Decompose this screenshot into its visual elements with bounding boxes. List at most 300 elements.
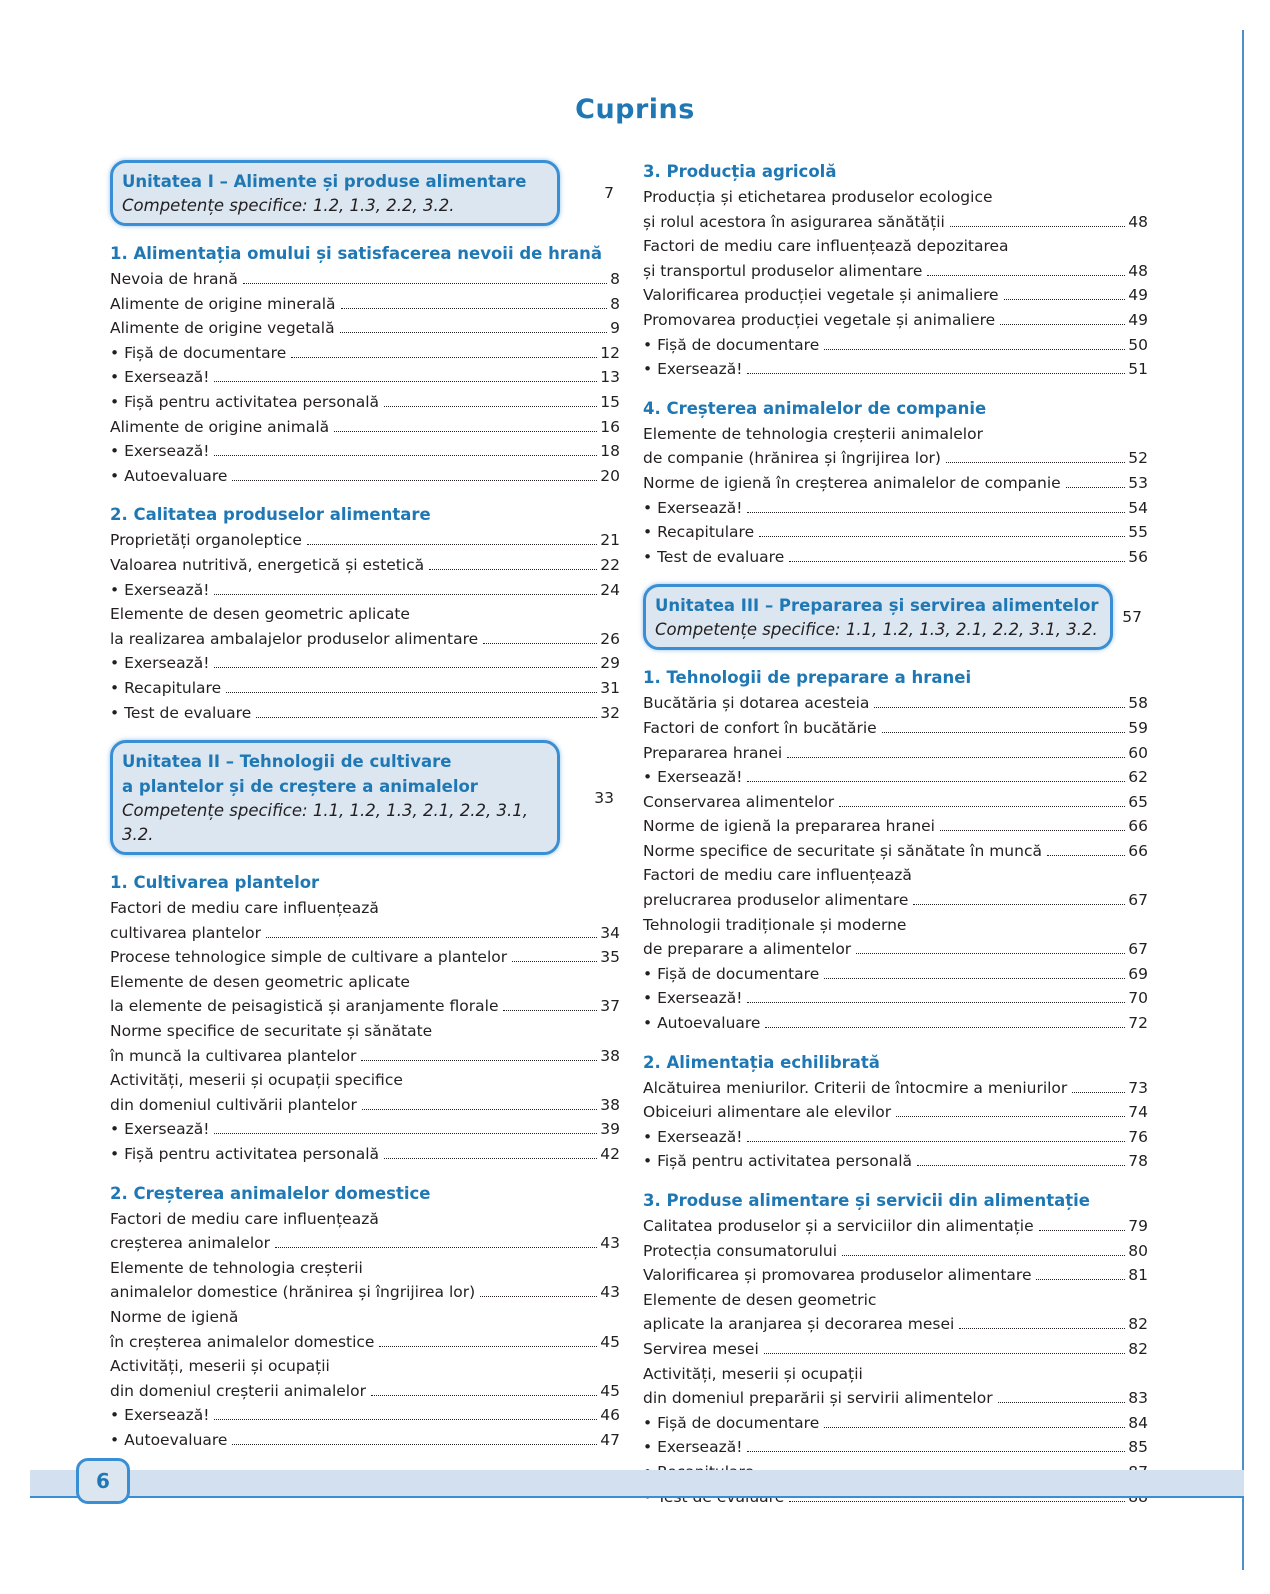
- toc-entry-label: aplicate la aranjarea și decorarea mesei: [643, 1315, 955, 1334]
- dot-leader: [959, 1328, 1125, 1329]
- toc-entry-page: 24: [600, 580, 620, 599]
- toc-entry-page: 50: [1128, 335, 1148, 354]
- toc-entry[interactable]: [643, 259, 1148, 284]
- section-title[interactable]: 2. Alimentația echilibrată: [643, 1052, 880, 1072]
- toc-entry-page: 38: [600, 1095, 620, 1114]
- toc-entry-page: 15: [600, 392, 620, 411]
- toc-entry[interactable]: [643, 839, 1148, 864]
- section-cultivarea-plantelor: [110, 871, 620, 1167]
- toc-entry-label: • Recapitulare: [643, 523, 755, 542]
- toc-entry-page: 74: [1128, 1103, 1148, 1122]
- dot-leader: [340, 332, 608, 333]
- toc-entry[interactable]: [110, 994, 620, 1019]
- toc-entry[interactable]: [110, 1379, 620, 1404]
- dot-leader: [214, 594, 597, 595]
- toc-entry-label: • Exersează!: [110, 654, 210, 673]
- dot-leader: [747, 373, 1125, 374]
- toc-entry-label: Norme specifice de securitate și sănătate în muncă: [643, 841, 1042, 860]
- toc-entry-label: • Fișă pentru activitatea personală: [110, 1145, 379, 1164]
- toc-entry[interactable]: [110, 1231, 620, 1256]
- toc-entry[interactable]: [110, 365, 620, 390]
- toc-entry[interactable]: [110, 553, 620, 578]
- dot-leader: [747, 781, 1125, 782]
- dot-leader: [266, 937, 597, 938]
- toc-entry-label: Elemente de desen geometric: [643, 1290, 877, 1309]
- toc-entry[interactable]: [643, 741, 1148, 766]
- toc-entry[interactable]: [643, 1149, 1148, 1174]
- dot-leader: [747, 512, 1125, 513]
- toc-entry-page: 16: [600, 417, 620, 436]
- toc-entry-label: Elemente de desen geometric aplicate: [110, 605, 410, 624]
- toc-entry[interactable]: [643, 1312, 1148, 1337]
- toc-entry-label: Alcătuirea meniurilor. Criterii de întocmire a meniurilor: [643, 1078, 1068, 1097]
- toc-entry[interactable]: [643, 1337, 1148, 1362]
- toc-entry-page: 69: [1128, 964, 1148, 983]
- toc-entry-page: 85: [1128, 1438, 1148, 1457]
- toc-entry-page: 43: [600, 1283, 620, 1302]
- toc-entry[interactable]: [643, 1263, 1148, 1288]
- dot-leader: [214, 1133, 597, 1134]
- toc-entry-page: 21: [600, 531, 620, 550]
- unit-2-title-line-1: Unitatea II – Tehnologii de cultivare: [122, 752, 452, 772]
- dot-leader: [747, 1141, 1125, 1142]
- toc-entry[interactable]: [110, 701, 620, 726]
- toc-entry-page: 13: [600, 368, 620, 387]
- toc-entry-page: 43: [600, 1234, 620, 1253]
- toc-entry[interactable]: [110, 1044, 620, 1069]
- toc-entry-page: 46: [600, 1406, 620, 1425]
- toc-entry-label: Factori de mediu care influențează: [643, 866, 912, 885]
- toc-entry-page: 60: [1128, 743, 1148, 762]
- toc-entry[interactable]: [643, 716, 1148, 741]
- dot-leader: [291, 357, 597, 358]
- toc-entry-label: prelucrarea produselor alimentare: [643, 891, 909, 910]
- toc-entry-label: Factori de mediu care influențează: [110, 899, 379, 918]
- section-produse-servicii-alimentatie: [643, 1189, 1148, 1509]
- toc-entry-page: 29: [600, 654, 620, 673]
- toc-entry-label: Tehnologii tradiționale și moderne: [643, 915, 907, 934]
- toc-entry-page: 8: [610, 294, 620, 313]
- toc-entry[interactable]: [110, 316, 620, 341]
- toc-entry-page: 58: [1128, 694, 1148, 713]
- toc-entry[interactable]: [110, 1354, 620, 1379]
- unit-2-box: [110, 740, 560, 855]
- toc-entry-label: din domeniul preparării și servirii alimentelor: [643, 1389, 993, 1408]
- toc-entry-label: • Exersează!: [643, 989, 743, 1008]
- toc-entry[interactable]: [643, 1076, 1148, 1101]
- section-cresterea-animalelor-domestice: [110, 1182, 620, 1453]
- dot-leader: [371, 1395, 597, 1396]
- toc-entry-label: • Fișă de documentare: [110, 343, 287, 362]
- unit-2-page: 33: [594, 788, 614, 807]
- toc-entry[interactable]: [643, 185, 1148, 210]
- dot-leader: [913, 904, 1125, 905]
- dot-leader: [789, 1501, 1125, 1502]
- toc-entry-page: 73: [1128, 1078, 1148, 1097]
- toc-entry-label: Protecția consumatorului: [643, 1241, 838, 1260]
- toc-entry-page: 67: [1128, 891, 1148, 910]
- toc-entry-page: 80: [1128, 1241, 1148, 1260]
- toc-entry-label: • Exersează!: [110, 580, 210, 599]
- toc-entry[interactable]: [643, 1011, 1148, 1036]
- toc-entry-label: Valorificarea și promovarea produselor alimentare: [643, 1266, 1032, 1285]
- toc-entry-page: 59: [1128, 718, 1148, 737]
- dot-leader: [1072, 1092, 1125, 1093]
- toc-entry-page: 62: [1128, 768, 1148, 787]
- toc-entry-page: 18: [600, 442, 620, 461]
- unit-3-page: 57: [1122, 608, 1142, 627]
- toc-entry[interactable]: [643, 863, 1148, 888]
- dot-leader: [824, 1427, 1125, 1428]
- toc-entry[interactable]: [110, 528, 620, 553]
- unit-1-competences: Competențe specifice: 1.2, 1.3, 2.2, 3.2.: [122, 196, 455, 215]
- dot-leader: [946, 462, 1125, 463]
- toc-entry-label: Producția și etichetarea produselor ecologice: [643, 188, 993, 206]
- dot-leader: [429, 569, 597, 570]
- toc-entry-page: 48: [1128, 261, 1148, 280]
- toc-entry[interactable]: [110, 896, 620, 921]
- toc-entry-label: Valoarea nutritivă, energetică și estetică: [110, 555, 425, 574]
- toc-entry[interactable]: [643, 765, 1148, 790]
- toc-entry-label: • Fișă de documentare: [643, 964, 820, 983]
- toc-entry-page: 54: [1128, 498, 1148, 517]
- toc-entry[interactable]: [110, 1019, 620, 1044]
- dot-leader: [882, 732, 1126, 733]
- dot-leader: [483, 643, 597, 644]
- toc-entry[interactable]: [643, 1125, 1148, 1150]
- toc-entry[interactable]: [643, 471, 1148, 496]
- toc-entry-label: și rolul acestora în asigurarea sănătății: [643, 212, 945, 231]
- toc-entry-label: Norme de igienă la prepararea hranei: [643, 817, 935, 836]
- toc-entry[interactable]: [110, 1280, 620, 1305]
- toc-entry-page: 32: [600, 703, 620, 722]
- toc-entry-page: 39: [600, 1120, 620, 1139]
- toc-entry[interactable]: [643, 308, 1148, 333]
- dot-leader: [824, 349, 1125, 350]
- toc-entry[interactable]: [643, 446, 1148, 471]
- toc-entry-label: • Exersează!: [110, 442, 210, 461]
- toc-entry-label: în creșterea animalelor domestice: [110, 1332, 375, 1351]
- toc-entry-page: 37: [600, 997, 620, 1016]
- dot-leader: [243, 283, 607, 284]
- unit-2-competences: Competențe specifice: 1.1, 1.2, 1.3, 2.1, 2.2, 3.1, 3.2.: [122, 801, 528, 845]
- toc-entry-label: Alimente de origine animală: [110, 417, 330, 436]
- toc-entry[interactable]: [110, 921, 620, 946]
- dot-leader: [940, 830, 1125, 831]
- toc-entry-page: 49: [1128, 310, 1148, 329]
- toc-entry[interactable]: [110, 1117, 620, 1142]
- section-tehnologii-preparare: [643, 666, 1148, 1035]
- toc-entry[interactable]: [643, 1362, 1148, 1387]
- dot-leader: [842, 1255, 1125, 1256]
- toc-entry-label: animalelor domestice (hrănirea și îngrijirea lor): [110, 1283, 476, 1302]
- unit-3-competences: Competențe specifice: 1.1, 1.2, 1.3, 2.1, 2.2, 3.1, 3.2.: [655, 620, 1098, 640]
- section-alimentatia-echilibrata: [643, 1051, 1148, 1174]
- toc-entry[interactable]: [643, 1288, 1148, 1313]
- toc-entry[interactable]: [643, 1386, 1148, 1411]
- toc-entry-label: • Autoevaluare: [643, 1014, 761, 1033]
- toc-entry[interactable]: [110, 945, 620, 970]
- toc-entry-page: 51: [1128, 360, 1148, 379]
- toc-entry[interactable]: [643, 1100, 1148, 1125]
- toc-entry[interactable]: [110, 1403, 620, 1428]
- toc-entry-label: • Autoevaluare: [110, 1430, 228, 1449]
- toc-entry[interactable]: [643, 962, 1148, 987]
- toc-entry-page: 22: [600, 555, 620, 574]
- toc-entry-page: 8: [610, 270, 620, 288]
- toc-entry-label: Elemente de desen geometric aplicate: [110, 972, 410, 991]
- dot-leader: [896, 1116, 1125, 1117]
- dot-leader: [874, 707, 1125, 708]
- section-productia-agricola: [643, 160, 1148, 382]
- toc-entry-label: • Exersează!: [643, 1127, 743, 1146]
- section-cresterea-animalelor-companie: [643, 397, 1148, 570]
- toc-entry[interactable]: [110, 676, 620, 701]
- toc-entry-page: 42: [600, 1145, 620, 1164]
- dot-leader: [764, 1353, 1125, 1354]
- toc-entry-label: Calitatea produselor și a serviciilor din alimentație: [643, 1217, 1034, 1235]
- toc-entry[interactable]: [643, 333, 1148, 358]
- dot-leader: [307, 544, 597, 545]
- section-title[interactable]: 1. Cultivarea plantelor: [110, 873, 320, 893]
- unit-1-title: Unitatea I – Alimente și produse alimentare: [122, 172, 527, 191]
- toc-entry[interactable]: [643, 283, 1148, 308]
- toc-entry-page: 66: [1128, 817, 1148, 836]
- toc-entry-label: • Fișă pentru activitatea personală: [110, 392, 379, 411]
- toc-entry[interactable]: [643, 913, 1148, 938]
- dot-leader: [512, 961, 597, 962]
- unit-1-page: 7: [604, 184, 614, 202]
- toc-entry-page: 49: [1128, 286, 1148, 305]
- toc-entry-label: Servirea mesei: [643, 1339, 759, 1358]
- toc-entry-label: Conservarea alimentelor: [643, 792, 835, 811]
- section-title[interactable]: 2. Creșterea animalelor domestice: [110, 1183, 431, 1203]
- toc-entry[interactable]: [110, 1330, 620, 1355]
- dot-leader: [927, 275, 1125, 276]
- toc-entry-page: 12: [600, 343, 620, 362]
- toc-entry-page: 20: [600, 466, 620, 485]
- toc-entry[interactable]: [110, 341, 620, 366]
- toc-entry-page: 52: [1128, 449, 1148, 468]
- toc-entry[interactable]: [643, 814, 1148, 839]
- toc-entry-page: 76: [1128, 1127, 1148, 1146]
- unit-1-box: [110, 160, 560, 226]
- toc-entry-label: în muncă la cultivarea plantelor: [110, 1046, 357, 1065]
- toc-entry-page: 67: [1128, 940, 1148, 959]
- page-number-badge: 6: [76, 1458, 130, 1504]
- toc-entry-label: Prepararea hranei: [643, 743, 783, 762]
- toc-entry[interactable]: [643, 496, 1148, 521]
- section-title[interactable]: 4. Creșterea animalelor de companie: [643, 398, 987, 418]
- toc-entry[interactable]: [643, 520, 1148, 545]
- toc-entry-label: Elemente de tehnologia creșterii animalelor: [643, 424, 983, 443]
- dot-leader: [950, 226, 1125, 227]
- dot-leader: [275, 1247, 597, 1248]
- dot-leader: [232, 480, 597, 481]
- toc-entry[interactable]: [643, 790, 1148, 815]
- toc-entry[interactable]: [110, 627, 620, 652]
- toc-entry[interactable]: [110, 464, 620, 489]
- toc-entry[interactable]: [643, 1239, 1148, 1264]
- toc-entry[interactable]: [110, 1068, 620, 1093]
- toc-entry-page: 65: [1128, 792, 1148, 811]
- toc-entry-page: 31: [600, 678, 620, 697]
- toc-entry-label: • Fișă de documentare: [643, 1413, 820, 1432]
- toc-entry-page: 45: [600, 1332, 620, 1351]
- toc-entry[interactable]: [643, 1214, 1148, 1239]
- toc-entry[interactable]: [110, 439, 620, 464]
- toc-entry-label: Bucătăria și dotarea acesteia: [643, 694, 870, 713]
- dot-leader: [226, 692, 597, 693]
- toc-entry-page: 83: [1128, 1389, 1148, 1408]
- section-title[interactable]: 2. Calitatea produselor alimentare: [110, 505, 431, 525]
- dot-leader: [214, 667, 597, 668]
- dot-leader: [341, 308, 608, 309]
- toc-entry[interactable]: [643, 986, 1148, 1011]
- toc-entry[interactable]: [643, 357, 1148, 382]
- dot-leader: [334, 431, 597, 432]
- toc-entry-page: 78: [1128, 1152, 1148, 1171]
- toc-entry[interactable]: [110, 1305, 620, 1330]
- unit-1-header[interactable]: [110, 160, 620, 226]
- dot-leader: [787, 757, 1125, 758]
- dot-leader: [839, 806, 1125, 807]
- toc-entry[interactable]: [643, 1411, 1148, 1436]
- toc-entry-page: 48: [1128, 212, 1148, 231]
- toc-entry-label: • Fișă pentru activitatea personală: [643, 1152, 912, 1171]
- toc-entry-label: la elemente de peisagistică și aranjamente florale: [110, 997, 499, 1016]
- toc-entry-label: Promovarea producției vegetale și animaliere: [643, 310, 996, 329]
- toc-entry-label: Elemente de tehnologia creșterii: [110, 1258, 363, 1277]
- dot-leader: [765, 1027, 1125, 1028]
- unit-2-header[interactable]: [110, 740, 620, 855]
- toc-entry[interactable]: [110, 1256, 620, 1281]
- toc-entry[interactable]: [643, 422, 1148, 447]
- toc-entry-label: Factori de confort în bucătărie: [643, 718, 877, 737]
- toc-entry-label: • Autoevaluare: [110, 466, 228, 485]
- dot-leader: [361, 1060, 597, 1061]
- footer-rule: [30, 1496, 1244, 1498]
- dot-leader: [384, 1158, 597, 1159]
- dot-leader: [747, 1451, 1125, 1452]
- toc-entry[interactable]: [110, 602, 620, 627]
- toc-entry[interactable]: [110, 267, 620, 292]
- toc-entry-page: 53: [1128, 473, 1148, 492]
- toc-entry-page: 47: [600, 1430, 620, 1449]
- toc-entry-page: 70: [1128, 989, 1148, 1008]
- toc-entry[interactable]: [643, 888, 1148, 913]
- toc-entry[interactable]: [643, 937, 1148, 962]
- toc-entry-page: 79: [1128, 1217, 1148, 1235]
- toc-entry-label: • Test de evaluare: [643, 547, 785, 566]
- toc-entry-page: 55: [1128, 523, 1148, 542]
- toc-entry-label: • Exersează!: [643, 498, 743, 517]
- toc-entry-label: • Fișă de documentare: [643, 335, 820, 354]
- toc-entry-label: • Recapitulare: [110, 678, 222, 697]
- toc-entry[interactable]: [110, 1207, 620, 1232]
- toc-entry[interactable]: [110, 390, 620, 415]
- toc-entry-label: • Exersează!: [110, 368, 210, 387]
- toc-entry[interactable]: [110, 1428, 620, 1453]
- toc-right-column: [643, 160, 1148, 1524]
- toc-entry-page: 81: [1128, 1266, 1148, 1285]
- toc-entry[interactable]: [643, 234, 1148, 259]
- toc-entry[interactable]: [110, 1142, 620, 1167]
- dot-leader: [1047, 855, 1125, 856]
- page-edge-rule: [1242, 30, 1244, 1570]
- toc-entry[interactable]: [110, 578, 620, 603]
- dot-leader: [214, 1419, 597, 1420]
- dot-leader: [362, 1109, 597, 1110]
- toc-entry[interactable]: [643, 210, 1148, 235]
- toc-entry-label: Activități, meserii și ocupații: [643, 1364, 863, 1383]
- dot-leader: [1004, 299, 1126, 300]
- section-title[interactable]: 1. Alimentația omului și satisfacerea nevoii de hrană: [110, 244, 602, 263]
- footer-band: [30, 1470, 1244, 1496]
- toc-entry-label: • Exersează!: [110, 1406, 210, 1425]
- toc-entry-label: creșterea animalelor: [110, 1234, 271, 1253]
- toc-entry[interactable]: [643, 1435, 1148, 1460]
- toc-entry-label: Factori de mediu care influențează: [110, 1209, 379, 1228]
- dot-leader: [503, 1010, 597, 1011]
- toc-entry-page: 45: [600, 1381, 620, 1400]
- toc-entry[interactable]: [643, 691, 1148, 716]
- toc-entry-label: • Exersează!: [643, 768, 743, 787]
- dot-leader: [379, 1346, 597, 1347]
- toc-entry[interactable]: [110, 651, 620, 676]
- toc-entry-label: Procese tehnologice simple de cultivare a plantelor: [110, 948, 508, 967]
- unit-3-header[interactable]: [643, 584, 1148, 650]
- toc-entry-label: Norme de igienă în creșterea animalelor de companie: [643, 473, 1061, 492]
- toc-entry[interactable]: [110, 415, 620, 440]
- section-alimentatia-omului: [110, 242, 620, 488]
- toc-entry-label: de companie (hrănirea și îngrijirea lor): [643, 449, 941, 468]
- toc-entry-page: 26: [600, 629, 620, 648]
- toc-entry-label: Norme de igienă: [110, 1308, 239, 1326]
- dot-leader: [747, 1002, 1125, 1003]
- toc-entry-label: din domeniul cultivării plantelor: [110, 1095, 357, 1114]
- section-title[interactable]: 1. Tehnologii de preparare a hranei: [643, 668, 972, 688]
- section-title[interactable]: 3. Producția agricolă: [643, 162, 837, 181]
- dot-leader: [232, 1444, 597, 1445]
- dot-leader: [1036, 1279, 1125, 1280]
- toc-entry-page: 35: [600, 948, 620, 967]
- toc-entry-label: Proprietăți organoleptice: [110, 531, 302, 550]
- toc-entry-label: Nevoia de hrană: [110, 270, 238, 288]
- toc-entry-page: 38: [600, 1046, 620, 1065]
- toc-entry-label: și transportul produselor alimentare: [643, 261, 923, 280]
- toc-entry[interactable]: [110, 292, 620, 317]
- unit-3-box: [643, 584, 1113, 650]
- unit-3-title: Unitatea III – Prepararea și servirea alimentelor: [655, 596, 1099, 616]
- dot-leader: [917, 1165, 1125, 1166]
- toc-entry-label: Norme specifice de securitate și sănătate: [110, 1022, 433, 1041]
- toc-entry[interactable]: [110, 970, 620, 995]
- toc-entry-page: 82: [1128, 1339, 1148, 1358]
- toc-entry[interactable]: [643, 545, 1148, 570]
- section-title[interactable]: 3. Produse alimentare și servicii din alimentație: [643, 1191, 1090, 1210]
- unit-2-title-line-2: a plantelor și de creștere a animalelor: [122, 777, 478, 797]
- toc-entry-label: din domeniul creșterii animalelor: [110, 1381, 366, 1400]
- page-title: Cuprins: [575, 94, 695, 125]
- dot-leader: [856, 953, 1125, 954]
- dot-leader: [214, 381, 597, 382]
- toc-entry[interactable]: [110, 1093, 620, 1118]
- toc-entry-label: • Exersează!: [643, 360, 743, 379]
- toc-entry-label: de preparare a alimentelor: [643, 940, 852, 959]
- dot-leader: [256, 717, 597, 718]
- dot-leader: [480, 1296, 597, 1297]
